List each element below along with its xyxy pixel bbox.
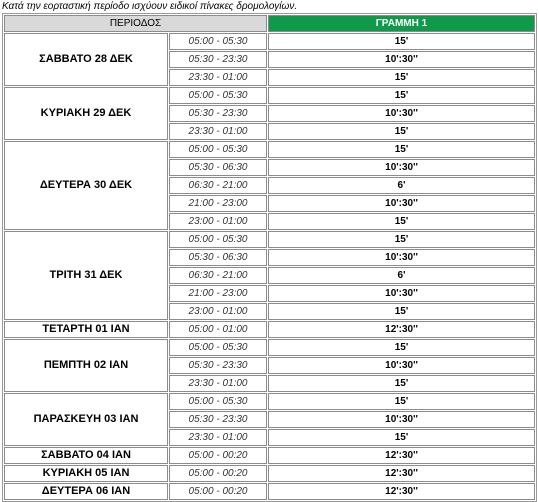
time-range: 05:00 - 05:30	[169, 87, 267, 104]
interval-value: 10':30''	[268, 105, 535, 122]
period-name: ΔΕΥΤΕΡΑ 06 ΙΑΝ	[4, 483, 168, 500]
time-range: 05:00 - 01:00	[169, 321, 267, 338]
time-range: 23:30 - 01:00	[169, 375, 267, 392]
interval-value: 10':30''	[268, 411, 535, 428]
schedule-body	[4, 33, 535, 500]
period-name: ΣΑΒΒΑΤΟ 28 ΔΕΚ	[4, 33, 168, 86]
interval-value: 12':30''	[268, 465, 535, 482]
interval-value: 15'	[268, 303, 535, 320]
interval-value: 10':30''	[268, 285, 535, 302]
period-name: ΤΕΤΑΡΤΗ 01 ΙΑΝ	[4, 321, 168, 338]
interval-value: 15'	[268, 87, 535, 104]
table-row	[4, 87, 535, 104]
interval-value: 10':30''	[268, 357, 535, 374]
time-range: 23:30 - 01:00	[169, 123, 267, 140]
time-range: 05:30 - 23:30	[169, 357, 267, 374]
time-range: 21:00 - 23:00	[169, 195, 267, 212]
time-range: 23:30 - 01:00	[169, 429, 267, 446]
interval-value: 12':30''	[268, 321, 535, 338]
interval-value: 6'	[268, 177, 535, 194]
table-row	[4, 483, 535, 500]
table-row	[4, 321, 535, 338]
time-range: 05:30 - 23:30	[169, 105, 267, 122]
time-range: 21:00 - 23:00	[169, 285, 267, 302]
interval-value: 15'	[268, 339, 535, 356]
intro-text: Κατά την εορταστική περίοδο ισχύουν ειδικοί πίνακες δρομολογίων.	[2, 1, 298, 12]
table-header-row	[4, 15, 535, 32]
time-range: 05:30 - 06:30	[169, 159, 267, 176]
interval-value: 10':30''	[268, 195, 535, 212]
interval-value: 12':30''	[268, 483, 535, 500]
period-name: ΠΕΜΠΤΗ 02 ΙΑΝ	[4, 339, 168, 392]
time-range: 05:00 - 05:30	[169, 141, 267, 158]
time-range: 05:00 - 00:20	[169, 465, 267, 482]
time-range: 05:00 - 05:30	[169, 339, 267, 356]
table-row	[4, 141, 535, 158]
interval-value: 15'	[268, 33, 535, 50]
table-row	[4, 339, 535, 356]
interval-value: 15'	[268, 231, 535, 248]
time-range: 05:00 - 05:30	[169, 33, 267, 50]
time-range: 05:00 - 00:20	[169, 483, 267, 500]
interval-value: 15'	[268, 429, 535, 446]
time-range: 05:30 - 23:30	[169, 411, 267, 428]
interval-value: 15'	[268, 141, 535, 158]
period-name: ΚΥΡΙΑΚΗ 29 ΔΕΚ	[4, 87, 168, 140]
header-line: ΓΡΑΜΜΗ 1	[268, 15, 535, 32]
interval-value: 15'	[268, 123, 535, 140]
period-name: ΤΡΙΤΗ 31 ΔΕΚ	[4, 231, 168, 320]
table-row	[4, 447, 535, 464]
time-range: 05:00 - 00:20	[169, 447, 267, 464]
time-range: 06:30 - 21:00	[169, 267, 267, 284]
interval-value: 6'	[268, 267, 535, 284]
header-period: ΠΕΡΙΟΔΟΣ	[4, 15, 267, 32]
time-range: 06:30 - 21:00	[169, 177, 267, 194]
time-range: 05:00 - 05:30	[169, 231, 267, 248]
time-range: 23:00 - 01:00	[169, 303, 267, 320]
schedule-table	[2, 13, 537, 502]
time-range: 05:00 - 05:30	[169, 393, 267, 410]
interval-value: 15'	[268, 375, 535, 392]
interval-value: 12':30''	[268, 447, 535, 464]
time-range: 05:30 - 06:30	[169, 249, 267, 266]
table-row	[4, 393, 535, 410]
time-range: 05:30 - 23:30	[169, 51, 267, 68]
time-range: 23:30 - 01:00	[169, 69, 267, 86]
period-name: ΣΑΒΒΑΤΟ 04 ΙΑΝ	[4, 447, 168, 464]
interval-value: 15'	[268, 213, 535, 230]
interval-value: 15'	[268, 393, 535, 410]
table-row	[4, 465, 535, 482]
interval-value: 15'	[268, 69, 535, 86]
interval-value: 10':30''	[268, 51, 535, 68]
interval-value: 10':30''	[268, 159, 535, 176]
interval-value: 10':30''	[268, 249, 535, 266]
period-name: ΠΑΡΑΣΚΕΥΗ 03 ΙΑΝ	[4, 393, 168, 446]
period-name: ΔΕΥΤΕΡΑ 30 ΔΕΚ	[4, 141, 168, 230]
table-row	[4, 231, 535, 248]
time-range: 23:00 - 01:00	[169, 213, 267, 230]
period-name: ΚΥΡΙΑΚΗ 05 ΙΑΝ	[4, 465, 168, 482]
table-row	[4, 33, 535, 50]
